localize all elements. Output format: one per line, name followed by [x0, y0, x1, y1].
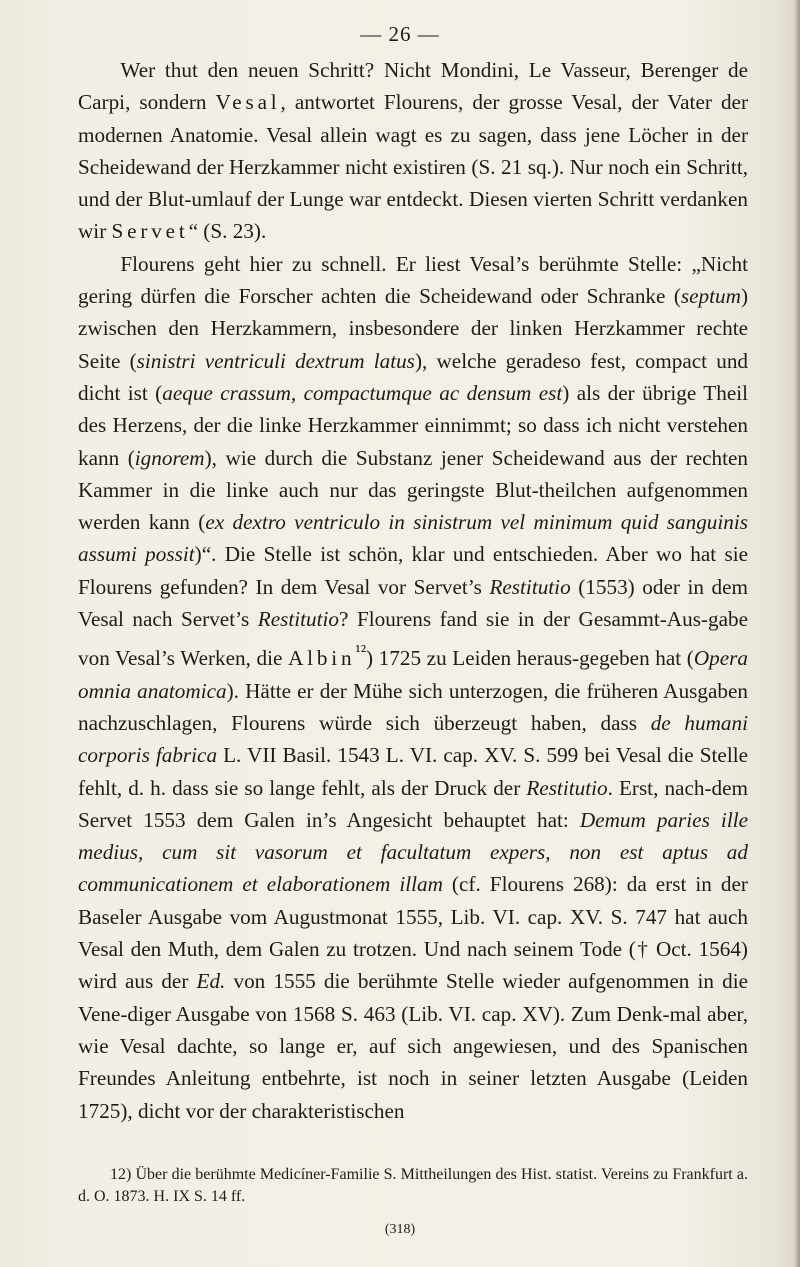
- page-number: — 26 —: [360, 22, 440, 46]
- paragraph-2: [78, 248, 748, 1127]
- latin-italic-phrase: Restitutio: [489, 574, 571, 599]
- text-run: von 1555 die berühmte Stelle wieder aufgenommen in die Vene-diger Ausgabe von 1568 S. 463 (Lib. VI. cap. XV). Zum Denk-mal aber, wie Vesal dachte, so lange er, auf sich angewiesen, und des Spanischen Freundes Anleitung entbehrte, ist noch in seiner letzten Ausgabe (Leiden 1725), dicht vor der charakteristischen: [78, 969, 748, 1123]
- text-run: (1553) oder in dem Vesal nach Servet’s: [78, 574, 749, 632]
- text-run: ? Flourens fand sie in der Gesammt-Aus-gabe von Vesal’s Werken, die: [78, 607, 748, 671]
- footnote-reference: ¹²: [355, 641, 366, 662]
- text-run: “ (S. 23).: [188, 219, 267, 244]
- latin-italic-phrase: Demum paries ille medius, cum sit vasorum et facultatum expers, non est aptus ad communicationem et elaborationem illam: [78, 807, 748, 897]
- text-run: )“. Die Stelle ist schön, klar und entschieden. Aber wo hat sie Flourens gefunden? In dem Vesal vor Servet’s: [78, 542, 748, 599]
- latin-italic-phrase: septum: [680, 284, 741, 309]
- text-run: ) zwischen den Herzkammern, insbesondere der linken Herzkammer rechte Seite (: [78, 284, 748, 373]
- latin-italic-phrase: ignorem: [134, 445, 205, 470]
- text-run: Flourens geht hier zu schnell. Er liest Vesal’s berühmte Stelle: „Nicht gering dürfen die Forscher achten die Scheidewand oder Schranke (: [78, 251, 748, 309]
- latin-italic-phrase: aeque crassum, compactumque ac densum est: [162, 380, 563, 405]
- text-run: ), welche geradeso fest, compact und dicht ist (: [78, 348, 749, 405]
- latin-italic-phrase: Opera omnia anatomica: [78, 646, 748, 703]
- footnote-text: 12) Über die berühmte Medicíner-Familie S. Mittheilungen des Hist. statist. Vereins zu Frankfurt a. d. O. 1873. H. IX S. 14 ff.: [78, 1166, 748, 1205]
- latin-italic-phrase: Restitutio: [257, 607, 339, 632]
- text-run: Wer thut den neuen Schritt? Nicht Mondini, Le Vasseur, Berenger de Carpi, sondern: [78, 58, 748, 115]
- text-run: , antwortet Flourens, der grosse Vesal, der Vater der modernen Anatomie. Vesal allein wagt es zu sagen, dass jene Löcher in der Scheidewand der Herzkammer nicht existiren (S. 21 sq.). Nur noch ein Schritt, und der Blut-umlauf der Lunge war entdeckt. Diesen vierten Schritt verdanken wir: [78, 90, 748, 244]
- text-run: ) 1725 zu Leiden heraus-gegeben hat (: [366, 646, 694, 671]
- page-edge-shadow: [794, 0, 800, 1267]
- text-run: ), wie durch die Substanz jener Scheidewand aus der rechten Kammer in die linke auch nur das geringste Blut-theilchen aufgenommen werden kann (: [78, 445, 748, 535]
- latin-italic-phrase: Restitutio: [526, 775, 608, 800]
- latin-italic-phrase: ex dextro ventriculo in sinistrum vel minimum quid sanguinis assumi possit: [78, 510, 749, 567]
- text-run: L. VII Basil. 1543 L. VI. cap. XV. S. 599 bei Vesal die Stelle fehlt, d. h. dass sie so lange fehlt, als der Druck der: [78, 743, 748, 800]
- latin-italic-phrase: Ed.: [196, 969, 226, 994]
- latin-italic-phrase: sinistri ventriculi dextrum latus: [136, 348, 415, 373]
- main-text: [78, 54, 748, 1127]
- text-run: (cf. Flourens 268): da erst in der Baseler Ausgabe vom Augustmonat 1555, Lib. VI. cap. XV. S. 747 hat auch Vesal den Muth, dem Galen zu trotzen. Und nach seinem Tode († Oct. 1564) wird aus der: [78, 872, 748, 994]
- text-run: ). Hätte er der Mühe sich unterzogen, die früheren Ausgaben nachzuschlagen, Flourens würde sich überzeugt haben, dass: [78, 678, 748, 735]
- signature-mark: (318): [384, 1222, 416, 1237]
- spaced-name: Albin: [288, 646, 356, 671]
- footnote: [78, 1164, 748, 1208]
- text-run: . Erst, nach-dem Servet 1553 dem Galen in’s Angesicht behauptet hat:: [78, 775, 748, 832]
- spaced-name: Servet: [111, 219, 189, 244]
- latin-italic-phrase: de humani corporis fabrica: [78, 711, 748, 768]
- text-run: ) als der übrige Theil des Herzens, der die linke Herzkammer einnimmt; so dass ich nicht verstehen kann (: [78, 380, 748, 470]
- spaced-name: Vesal: [215, 90, 281, 115]
- paragraph-1: [78, 54, 748, 248]
